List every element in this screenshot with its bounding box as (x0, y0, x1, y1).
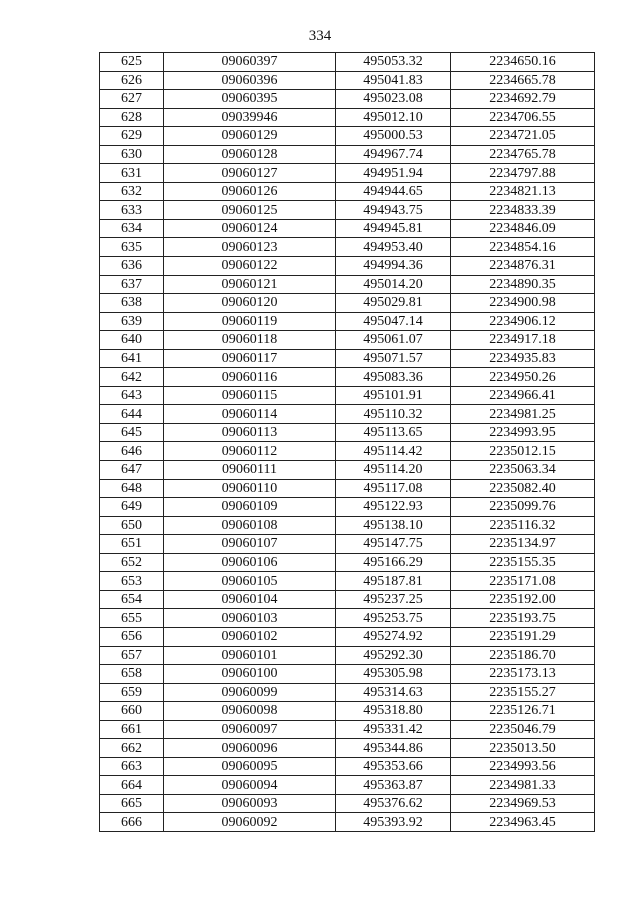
point-id-cell: 09060107 (164, 535, 336, 554)
x-coordinate-cell: 495110.32 (336, 405, 451, 424)
y-coordinate-cell: 2234876.31 (451, 257, 595, 276)
x-coordinate-cell: 494967.74 (336, 145, 451, 164)
x-coordinate-cell: 495113.65 (336, 423, 451, 442)
point-id-cell: 09060111 (164, 461, 336, 480)
x-coordinate-cell: 495029.81 (336, 294, 451, 313)
point-number-cell: 638 (100, 294, 164, 313)
point-number-cell: 646 (100, 442, 164, 461)
y-coordinate-cell: 2234993.95 (451, 423, 595, 442)
y-coordinate-cell: 2234906.12 (451, 312, 595, 331)
point-number-cell: 643 (100, 386, 164, 405)
y-coordinate-cell: 2234963.45 (451, 813, 595, 832)
point-number-cell: 662 (100, 739, 164, 758)
table-row (100, 665, 595, 684)
point-number-cell: 625 (100, 53, 164, 72)
y-coordinate-cell: 2234846.09 (451, 219, 595, 238)
table-row (100, 386, 595, 405)
y-coordinate-cell: 2234969.53 (451, 794, 595, 813)
table-row (100, 164, 595, 183)
x-coordinate-cell: 495101.91 (336, 386, 451, 405)
x-coordinate-cell: 495376.62 (336, 794, 451, 813)
point-number-cell: 656 (100, 627, 164, 646)
point-id-cell: 09060110 (164, 479, 336, 498)
x-coordinate-cell: 495363.87 (336, 776, 451, 795)
x-coordinate-cell: 495014.20 (336, 275, 451, 294)
point-number-cell: 634 (100, 219, 164, 238)
table-row (100, 219, 595, 238)
point-number-cell: 636 (100, 257, 164, 276)
point-id-cell: 09060121 (164, 275, 336, 294)
y-coordinate-cell: 2234900.98 (451, 294, 595, 313)
point-number-cell: 641 (100, 349, 164, 368)
x-coordinate-cell: 495000.53 (336, 127, 451, 146)
x-coordinate-cell: 494943.75 (336, 201, 451, 220)
point-id-cell: 09060101 (164, 646, 336, 665)
table-row (100, 739, 595, 758)
x-coordinate-cell: 495393.92 (336, 813, 451, 832)
y-coordinate-cell: 2235173.13 (451, 665, 595, 684)
y-coordinate-cell: 2234797.88 (451, 164, 595, 183)
x-coordinate-cell: 495053.32 (336, 53, 451, 72)
point-id-cell: 09060117 (164, 349, 336, 368)
point-number-cell: 640 (100, 331, 164, 350)
table-row (100, 776, 595, 795)
y-coordinate-cell: 2234917.18 (451, 331, 595, 350)
point-id-cell: 09060108 (164, 516, 336, 535)
x-coordinate-cell: 495318.80 (336, 702, 451, 721)
y-coordinate-cell: 2235171.08 (451, 572, 595, 591)
table-row (100, 71, 595, 90)
x-coordinate-cell: 495166.29 (336, 553, 451, 572)
x-coordinate-cell: 494944.65 (336, 182, 451, 201)
y-coordinate-cell: 2234765.78 (451, 145, 595, 164)
table-row (100, 294, 595, 313)
point-number-cell: 653 (100, 572, 164, 591)
point-id-cell: 09060125 (164, 201, 336, 220)
x-coordinate-cell: 495061.07 (336, 331, 451, 350)
point-id-cell: 09060120 (164, 294, 336, 313)
point-number-cell: 631 (100, 164, 164, 183)
table-row (100, 201, 595, 220)
table-row (100, 53, 595, 72)
y-coordinate-cell: 2235126.71 (451, 702, 595, 721)
table-row (100, 646, 595, 665)
point-id-cell: 09039946 (164, 108, 336, 127)
y-coordinate-cell: 2234706.55 (451, 108, 595, 127)
x-coordinate-cell: 495012.10 (336, 108, 451, 127)
table-row (100, 498, 595, 517)
y-coordinate-cell: 2235046.79 (451, 720, 595, 739)
table-row (100, 794, 595, 813)
point-id-cell: 09060097 (164, 720, 336, 739)
table-row (100, 516, 595, 535)
point-number-cell: 628 (100, 108, 164, 127)
point-number-cell: 649 (100, 498, 164, 517)
table-row (100, 590, 595, 609)
point-id-cell: 09060395 (164, 90, 336, 109)
y-coordinate-cell: 2235192.00 (451, 590, 595, 609)
y-coordinate-cell: 2235186.70 (451, 646, 595, 665)
x-coordinate-cell: 495023.08 (336, 90, 451, 109)
x-coordinate-cell: 494994.36 (336, 257, 451, 276)
table-row (100, 553, 595, 572)
point-number-cell: 666 (100, 813, 164, 832)
point-id-cell: 09060128 (164, 145, 336, 164)
y-coordinate-cell: 2234650.16 (451, 53, 595, 72)
point-id-cell: 09060129 (164, 127, 336, 146)
point-id-cell: 09060116 (164, 368, 336, 387)
x-coordinate-cell: 495314.63 (336, 683, 451, 702)
table-row (100, 479, 595, 498)
x-coordinate-cell: 495122.93 (336, 498, 451, 517)
table-row (100, 90, 595, 109)
y-coordinate-cell: 2235116.32 (451, 516, 595, 535)
table-body (100, 53, 595, 832)
point-id-cell: 09060095 (164, 757, 336, 776)
page-number: 334 (308, 28, 332, 44)
table-row (100, 572, 595, 591)
table-row (100, 312, 595, 331)
point-id-cell: 09060099 (164, 683, 336, 702)
x-coordinate-cell: 495274.92 (336, 627, 451, 646)
point-id-cell: 09060396 (164, 71, 336, 90)
point-number-cell: 655 (100, 609, 164, 628)
point-id-cell: 09060118 (164, 331, 336, 350)
point-id-cell: 09060096 (164, 739, 336, 758)
y-coordinate-cell: 2234821.13 (451, 182, 595, 201)
y-coordinate-cell: 2234854.16 (451, 238, 595, 257)
y-coordinate-cell: 2235012.15 (451, 442, 595, 461)
table-row (100, 368, 595, 387)
point-id-cell: 09060103 (164, 609, 336, 628)
point-number-cell: 648 (100, 479, 164, 498)
table-row (100, 257, 595, 276)
point-id-cell: 09060094 (164, 776, 336, 795)
x-coordinate-cell: 495305.98 (336, 665, 451, 684)
y-coordinate-cell: 2234935.83 (451, 349, 595, 368)
coordinates-table (99, 52, 595, 832)
y-coordinate-cell: 2234665.78 (451, 71, 595, 90)
point-id-cell: 09060092 (164, 813, 336, 832)
point-number-cell: 644 (100, 405, 164, 424)
table-row (100, 127, 595, 146)
point-id-cell: 09060127 (164, 164, 336, 183)
point-number-cell: 658 (100, 665, 164, 684)
point-number-cell: 626 (100, 71, 164, 90)
x-coordinate-cell: 494951.94 (336, 164, 451, 183)
table-row (100, 108, 595, 127)
table-row (100, 461, 595, 480)
table-row (100, 238, 595, 257)
x-coordinate-cell: 495117.08 (336, 479, 451, 498)
y-coordinate-cell: 2235155.35 (451, 553, 595, 572)
y-coordinate-cell: 2235155.27 (451, 683, 595, 702)
point-number-cell: 632 (100, 182, 164, 201)
point-number-cell: 633 (100, 201, 164, 220)
point-id-cell: 09060105 (164, 572, 336, 591)
point-number-cell: 651 (100, 535, 164, 554)
y-coordinate-cell: 2234950.26 (451, 368, 595, 387)
point-number-cell: 642 (100, 368, 164, 387)
point-number-cell: 657 (100, 646, 164, 665)
y-coordinate-cell: 2234692.79 (451, 90, 595, 109)
point-number-cell: 645 (100, 423, 164, 442)
y-coordinate-cell: 2234981.25 (451, 405, 595, 424)
x-coordinate-cell: 494953.40 (336, 238, 451, 257)
table-row (100, 182, 595, 201)
table-row (100, 423, 595, 442)
point-number-cell: 630 (100, 145, 164, 164)
point-id-cell: 09060098 (164, 702, 336, 721)
table-row (100, 442, 595, 461)
point-id-cell: 09060119 (164, 312, 336, 331)
point-number-cell: 635 (100, 238, 164, 257)
point-number-cell: 650 (100, 516, 164, 535)
y-coordinate-cell: 2234890.35 (451, 275, 595, 294)
point-id-cell: 09060113 (164, 423, 336, 442)
x-coordinate-cell: 495041.83 (336, 71, 451, 90)
y-coordinate-cell: 2235082.40 (451, 479, 595, 498)
x-coordinate-cell: 495147.75 (336, 535, 451, 554)
point-number-cell: 637 (100, 275, 164, 294)
table-row (100, 145, 595, 164)
y-coordinate-cell: 2234993.56 (451, 757, 595, 776)
point-number-cell: 659 (100, 683, 164, 702)
y-coordinate-cell: 2235134.97 (451, 535, 595, 554)
point-id-cell: 09060104 (164, 590, 336, 609)
table-row (100, 275, 595, 294)
x-coordinate-cell: 495114.42 (336, 442, 451, 461)
point-number-cell: 654 (100, 590, 164, 609)
x-coordinate-cell: 495187.81 (336, 572, 451, 591)
x-coordinate-cell: 495083.36 (336, 368, 451, 387)
x-coordinate-cell: 495331.42 (336, 720, 451, 739)
point-number-cell: 627 (100, 90, 164, 109)
table-row (100, 702, 595, 721)
y-coordinate-cell: 2234833.39 (451, 201, 595, 220)
point-number-cell: 663 (100, 757, 164, 776)
point-number-cell: 660 (100, 702, 164, 721)
point-id-cell: 09060112 (164, 442, 336, 461)
point-id-cell: 09060126 (164, 182, 336, 201)
y-coordinate-cell: 2234966.41 (451, 386, 595, 405)
table-row (100, 535, 595, 554)
table-row (100, 349, 595, 368)
y-coordinate-cell: 2235191.29 (451, 627, 595, 646)
point-id-cell: 09060115 (164, 386, 336, 405)
x-coordinate-cell: 495237.25 (336, 590, 451, 609)
table-row (100, 683, 595, 702)
y-coordinate-cell: 2234721.05 (451, 127, 595, 146)
y-coordinate-cell: 2234981.33 (451, 776, 595, 795)
x-coordinate-cell: 495344.86 (336, 739, 451, 758)
table-row (100, 757, 595, 776)
point-number-cell: 661 (100, 720, 164, 739)
table-row (100, 405, 595, 424)
point-id-cell: 09060109 (164, 498, 336, 517)
point-number-cell: 665 (100, 794, 164, 813)
point-id-cell: 09060397 (164, 53, 336, 72)
table-row (100, 627, 595, 646)
point-id-cell: 09060122 (164, 257, 336, 276)
x-coordinate-cell: 495253.75 (336, 609, 451, 628)
table-row (100, 813, 595, 832)
x-coordinate-cell: 494945.81 (336, 219, 451, 238)
point-id-cell: 09060123 (164, 238, 336, 257)
point-id-cell: 09060093 (164, 794, 336, 813)
x-coordinate-cell: 495292.30 (336, 646, 451, 665)
point-id-cell: 09060114 (164, 405, 336, 424)
point-number-cell: 639 (100, 312, 164, 331)
point-id-cell: 09060106 (164, 553, 336, 572)
y-coordinate-cell: 2235193.75 (451, 609, 595, 628)
x-coordinate-cell: 495138.10 (336, 516, 451, 535)
point-number-cell: 647 (100, 461, 164, 480)
y-coordinate-cell: 2235013.50 (451, 739, 595, 758)
x-coordinate-cell: 495353.66 (336, 757, 451, 776)
x-coordinate-cell: 495047.14 (336, 312, 451, 331)
x-coordinate-cell: 495114.20 (336, 461, 451, 480)
point-number-cell: 629 (100, 127, 164, 146)
point-id-cell: 09060100 (164, 665, 336, 684)
table-row (100, 720, 595, 739)
point-number-cell: 664 (100, 776, 164, 795)
x-coordinate-cell: 495071.57 (336, 349, 451, 368)
y-coordinate-cell: 2235099.76 (451, 498, 595, 517)
table-row (100, 609, 595, 628)
y-coordinate-cell: 2235063.34 (451, 461, 595, 480)
table-row (100, 331, 595, 350)
point-id-cell: 09060124 (164, 219, 336, 238)
point-id-cell: 09060102 (164, 627, 336, 646)
point-number-cell: 652 (100, 553, 164, 572)
